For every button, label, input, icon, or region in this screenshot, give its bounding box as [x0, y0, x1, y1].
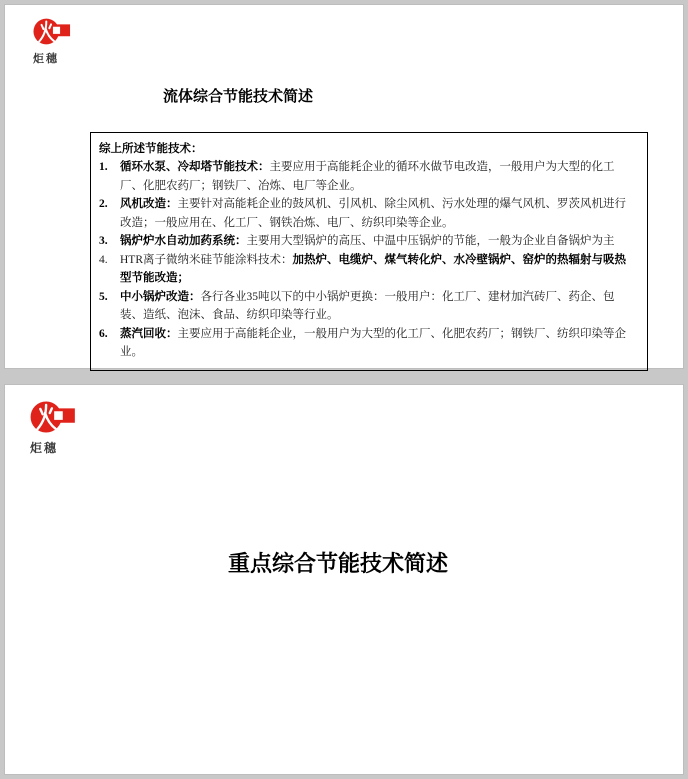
- item-number: 2.: [99, 198, 108, 210]
- item-text: 主要针对高能耗企业的鼓风机、引风机、除尘风机、污水处理的爆气风机、罗茨风机进行改造；一般应用在、化工厂、钢铁冶炼、电厂、纺织印染等企业。: [120, 198, 626, 229]
- list-item: [99, 288, 637, 325]
- technology-list: [99, 158, 637, 362]
- slide-2: [4, 384, 684, 775]
- summary-box-header: 综上所述节能技术：: [99, 143, 203, 155]
- list-item: [99, 195, 637, 232]
- list-item: [99, 251, 637, 288]
- item-number: 3.: [99, 235, 108, 247]
- slide2-title: 重点综合节能技术简述: [228, 551, 449, 576]
- item-label: 蒸汽回收：: [120, 327, 178, 340]
- item-text: 主要应用于高能耗企业的循环水做节电改造，一般用户为大型的化工厂、化肥农药厂；钢铁厂、冶炼、电厂等企业。: [120, 161, 615, 192]
- slide-1: [4, 4, 684, 369]
- item-text: 主要应用于高能耗企业，一般用户为大型的化工厂、化肥农药厂；钢铁厂、纺织印染等企业。: [120, 327, 626, 358]
- brand-logo: [33, 15, 71, 66]
- item-number: 1.: [99, 161, 108, 173]
- brand-logo: [30, 397, 76, 456]
- item-text: 主要用大型锅炉的高压、中温中压锅炉的节能，一般为企业自备锅炉为主: [246, 235, 615, 247]
- item-number: 5.: [99, 290, 108, 303]
- brand-name: 炬穗: [33, 53, 59, 65]
- item-text: 加热炉、电缆炉、煤气转化炉、水冷壁锅炉、窑炉的热辐射与吸热型节能改造；: [120, 253, 626, 284]
- list-item: [99, 325, 637, 362]
- item-number: 6.: [99, 327, 108, 340]
- item-label: 循环水泵、冷却塔节能技术：: [120, 161, 270, 173]
- slide1-title: 流体综合节能技术简述: [163, 88, 314, 105]
- summary-box: [90, 132, 648, 371]
- list-item: [99, 158, 637, 195]
- flame-logo-icon: [33, 15, 71, 48]
- item-label: HTR离子微纳米硅节能涂料技术：: [120, 253, 293, 266]
- list-item: [99, 232, 637, 251]
- item-label: 锅炉炉水自动加药系统：: [120, 235, 247, 247]
- item-number: 4.: [99, 253, 108, 266]
- item-label: 风机改造：: [120, 198, 178, 210]
- item-text: 各行各业35吨以下的中小锅炉更换：一般用户：化工厂、建材加汽砖厂、药企、包装、造纸、泡沫、食品、纺织印染等行业。: [120, 290, 615, 321]
- item-label: 中小锅炉改造：: [120, 290, 201, 303]
- brand-name: 炬穗: [30, 441, 59, 455]
- flame-logo-icon: [30, 397, 76, 437]
